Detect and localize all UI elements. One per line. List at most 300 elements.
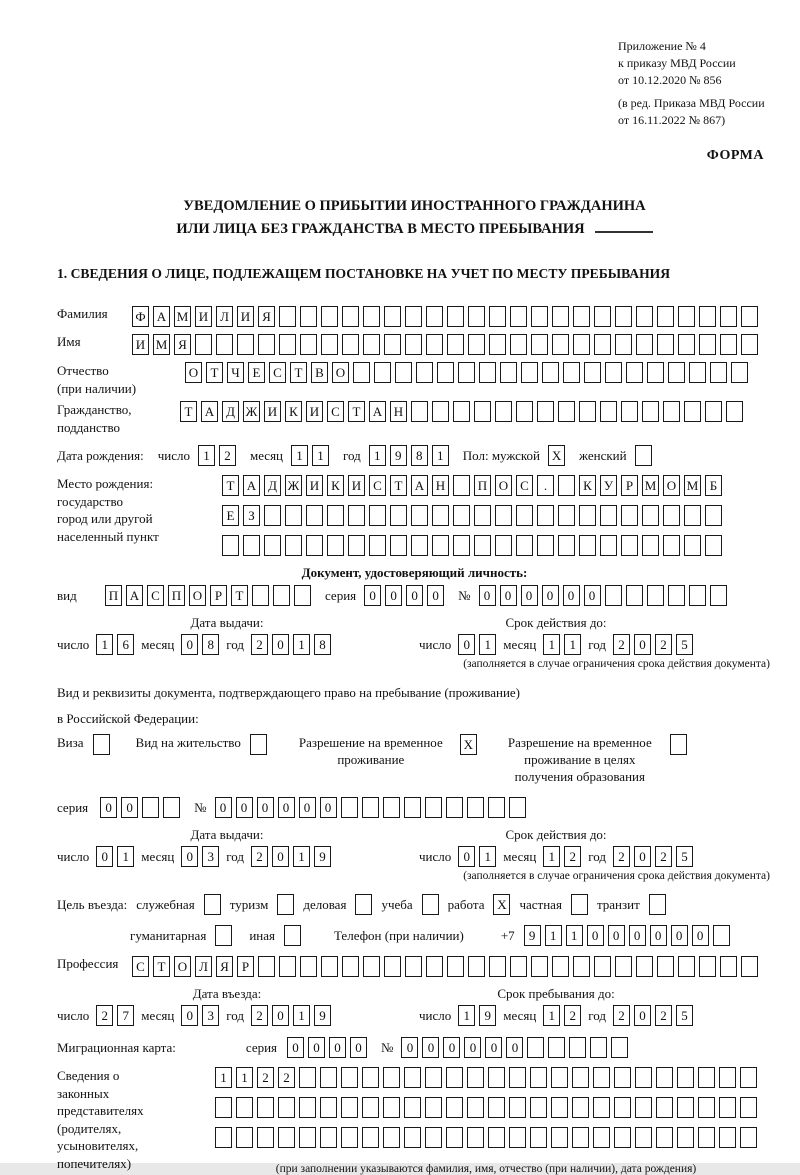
char-cell[interactable] (741, 334, 758, 355)
char-cell[interactable]: О (495, 475, 512, 496)
char-cell[interactable] (222, 535, 239, 556)
given-name-field[interactable] (132, 334, 758, 355)
char-cell[interactable]: 8 (202, 634, 219, 655)
char-cell[interactable]: С (269, 362, 286, 383)
citizenship-field[interactable] (180, 401, 743, 422)
char-cell[interactable]: Н (390, 401, 407, 422)
char-cell[interactable] (594, 334, 611, 355)
char-cell[interactable] (411, 505, 428, 526)
char-cell[interactable] (731, 362, 748, 383)
char-cell[interactable] (509, 797, 526, 818)
char-cell[interactable] (404, 1067, 421, 1088)
char-cell[interactable] (93, 734, 110, 755)
char-cell[interactable] (710, 585, 727, 606)
char-cell[interactable] (395, 362, 412, 383)
char-cell[interactable] (551, 1097, 568, 1118)
doc-issue-year[interactable] (251, 634, 331, 655)
char-cell[interactable] (584, 362, 601, 383)
char-cell[interactable]: И (348, 475, 365, 496)
mc-number-field[interactable] (401, 1037, 628, 1058)
char-cell[interactable]: 0 (406, 585, 423, 606)
char-cell[interactable]: 2 (613, 634, 630, 655)
char-cell[interactable] (321, 334, 338, 355)
char-cell[interactable] (521, 362, 538, 383)
char-cell[interactable] (489, 334, 506, 355)
char-cell[interactable] (320, 1067, 337, 1088)
char-cell[interactable] (437, 362, 454, 383)
char-cell[interactable] (327, 535, 344, 556)
char-cell[interactable]: 0 (521, 585, 538, 606)
char-cell[interactable]: 1 (543, 846, 560, 867)
char-cell[interactable] (341, 1097, 358, 1118)
char-cell[interactable] (294, 585, 311, 606)
char-cell[interactable] (678, 334, 695, 355)
char-cell[interactable] (527, 1037, 544, 1058)
char-cell[interactable]: И (132, 334, 149, 355)
char-cell[interactable]: 7 (117, 1005, 134, 1026)
char-cell[interactable] (698, 1127, 715, 1148)
char-cell[interactable]: 1 (543, 634, 560, 655)
char-cell[interactable]: П (474, 475, 491, 496)
char-cell[interactable]: К (327, 475, 344, 496)
char-cell[interactable]: 2 (96, 1005, 113, 1026)
char-cell[interactable]: 0 (443, 1037, 460, 1058)
char-cell[interactable]: 0 (506, 1037, 523, 1058)
char-cell[interactable] (689, 585, 706, 606)
char-cell[interactable]: 1 (432, 445, 449, 466)
char-cell[interactable] (279, 306, 296, 327)
char-cell[interactable]: А (369, 401, 386, 422)
char-cell[interactable] (558, 505, 575, 526)
char-cell[interactable] (277, 894, 294, 915)
char-cell[interactable] (363, 306, 380, 327)
char-cell[interactable]: И (237, 306, 254, 327)
res-issue-year[interactable] (251, 846, 331, 867)
char-cell[interactable]: 1 (117, 846, 134, 867)
char-cell[interactable]: 0 (422, 1037, 439, 1058)
char-cell[interactable]: Т (222, 475, 239, 496)
purpose-business-checkbox[interactable] (355, 894, 372, 915)
char-cell[interactable]: О (189, 585, 206, 606)
char-cell[interactable] (678, 306, 695, 327)
char-cell[interactable]: 1 (545, 925, 562, 946)
char-cell[interactable] (600, 535, 617, 556)
char-cell[interactable] (284, 925, 301, 946)
char-cell[interactable] (405, 956, 422, 977)
char-cell[interactable]: 1 (291, 445, 308, 466)
char-cell[interactable] (215, 1097, 232, 1118)
char-cell[interactable] (531, 334, 548, 355)
char-cell[interactable]: 1 (312, 445, 329, 466)
char-cell[interactable] (273, 585, 290, 606)
char-cell[interactable]: 0 (181, 846, 198, 867)
char-cell[interactable]: 1 (479, 634, 496, 655)
char-cell[interactable] (425, 797, 442, 818)
char-cell[interactable]: X (493, 894, 510, 915)
char-cell[interactable] (236, 1127, 253, 1148)
char-cell[interactable] (341, 1127, 358, 1148)
char-cell[interactable]: Ж (243, 401, 260, 422)
char-cell[interactable]: С (369, 475, 386, 496)
doc-issue-day[interactable] (96, 634, 134, 655)
char-cell[interactable] (635, 445, 652, 466)
char-cell[interactable] (552, 956, 569, 977)
char-cell[interactable] (390, 535, 407, 556)
char-cell[interactable] (425, 1097, 442, 1118)
char-cell[interactable] (573, 334, 590, 355)
purpose-transit-checkbox[interactable] (649, 894, 666, 915)
char-cell[interactable] (348, 535, 365, 556)
char-cell[interactable] (458, 362, 475, 383)
char-cell[interactable] (369, 535, 386, 556)
char-cell[interactable]: Р (621, 475, 638, 496)
char-cell[interactable] (516, 535, 533, 556)
char-cell[interactable] (642, 535, 659, 556)
char-cell[interactable] (516, 401, 533, 422)
stay-month[interactable] (543, 1005, 581, 1026)
char-cell[interactable] (663, 401, 680, 422)
char-cell[interactable]: 1 (369, 445, 386, 466)
doc-series-field[interactable] (364, 585, 444, 606)
char-cell[interactable] (668, 585, 685, 606)
char-cell[interactable]: 1 (566, 925, 583, 946)
char-cell[interactable]: 0 (385, 585, 402, 606)
char-cell[interactable] (258, 956, 275, 977)
char-cell[interactable] (572, 1127, 589, 1148)
residence-permit-checkbox[interactable] (250, 734, 267, 755)
birth-year-field[interactable] (369, 445, 449, 466)
char-cell[interactable]: П (168, 585, 185, 606)
char-cell[interactable] (468, 306, 485, 327)
char-cell[interactable] (342, 306, 359, 327)
char-cell[interactable]: 6 (117, 634, 134, 655)
char-cell[interactable] (488, 1067, 505, 1088)
char-cell[interactable] (621, 535, 638, 556)
char-cell[interactable] (684, 535, 701, 556)
char-cell[interactable]: 0 (272, 1005, 289, 1026)
char-cell[interactable] (531, 956, 548, 977)
char-cell[interactable] (699, 956, 716, 977)
char-cell[interactable]: 0 (121, 797, 138, 818)
char-cell[interactable]: 0 (181, 1005, 198, 1026)
phone-field[interactable] (524, 925, 730, 946)
birth-place-row1[interactable] (222, 475, 722, 496)
char-cell[interactable] (257, 1127, 274, 1148)
char-cell[interactable] (531, 306, 548, 327)
entry-day[interactable] (96, 1005, 134, 1026)
char-cell[interactable] (600, 401, 617, 422)
char-cell[interactable] (467, 1127, 484, 1148)
char-cell[interactable]: М (174, 306, 191, 327)
char-cell[interactable]: 2 (278, 1067, 295, 1088)
char-cell[interactable]: 0 (479, 585, 496, 606)
char-cell[interactable] (216, 334, 233, 355)
char-cell[interactable] (656, 1127, 673, 1148)
char-cell[interactable] (405, 334, 422, 355)
char-cell[interactable] (306, 535, 323, 556)
char-cell[interactable] (495, 535, 512, 556)
char-cell[interactable] (422, 894, 439, 915)
char-cell[interactable]: 0 (671, 925, 688, 946)
char-cell[interactable] (467, 797, 484, 818)
char-cell[interactable] (447, 956, 464, 977)
char-cell[interactable] (626, 585, 643, 606)
char-cell[interactable]: 2 (564, 1005, 581, 1026)
char-cell[interactable] (279, 334, 296, 355)
char-cell[interactable]: 0 (650, 925, 667, 946)
char-cell[interactable]: Е (248, 362, 265, 383)
char-cell[interactable] (250, 734, 267, 755)
char-cell[interactable]: 2 (257, 1067, 274, 1088)
doc-expiry-month[interactable] (543, 634, 581, 655)
char-cell[interactable]: 0 (634, 846, 651, 867)
char-cell[interactable]: 0 (485, 1037, 502, 1058)
char-cell[interactable]: 1 (293, 846, 310, 867)
char-cell[interactable] (446, 1097, 463, 1118)
char-cell[interactable]: М (642, 475, 659, 496)
char-cell[interactable] (327, 505, 344, 526)
char-cell[interactable]: 0 (500, 585, 517, 606)
char-cell[interactable] (142, 797, 159, 818)
char-cell[interactable]: 0 (401, 1037, 418, 1058)
char-cell[interactable] (404, 797, 421, 818)
char-cell[interactable] (342, 956, 359, 977)
char-cell[interactable] (446, 1067, 463, 1088)
char-cell[interactable]: 8 (411, 445, 428, 466)
char-cell[interactable] (285, 535, 302, 556)
char-cell[interactable] (426, 306, 443, 327)
purpose-official-checkbox[interactable] (204, 894, 221, 915)
res-expiry-month[interactable] (543, 846, 581, 867)
char-cell[interactable]: Е (222, 505, 239, 526)
patronymic-field[interactable] (185, 362, 748, 383)
char-cell[interactable] (705, 535, 722, 556)
char-cell[interactable] (425, 1067, 442, 1088)
res-number-field[interactable] (215, 797, 526, 818)
doc-issue-month[interactable] (181, 634, 219, 655)
char-cell[interactable] (705, 401, 722, 422)
char-cell[interactable] (404, 1127, 421, 1148)
char-cell[interactable] (572, 1097, 589, 1118)
char-cell[interactable] (678, 956, 695, 977)
char-cell[interactable] (432, 535, 449, 556)
char-cell[interactable] (488, 797, 505, 818)
char-cell[interactable] (635, 1127, 652, 1148)
res-expiry-day[interactable] (458, 846, 496, 867)
char-cell[interactable] (698, 1067, 715, 1088)
char-cell[interactable]: Ф (132, 306, 149, 327)
char-cell[interactable] (720, 956, 737, 977)
char-cell[interactable] (551, 1127, 568, 1148)
char-cell[interactable]: 1 (564, 634, 581, 655)
char-cell[interactable]: 0 (629, 925, 646, 946)
char-cell[interactable] (656, 1097, 673, 1118)
char-cell[interactable]: Р (210, 585, 227, 606)
surname-field[interactable] (132, 306, 758, 327)
representatives-row3[interactable] (215, 1127, 757, 1148)
char-cell[interactable] (611, 1037, 628, 1058)
char-cell[interactable]: 9 (479, 1005, 496, 1026)
char-cell[interactable] (383, 797, 400, 818)
char-cell[interactable]: 2 (613, 1005, 630, 1026)
stay-day[interactable] (458, 1005, 496, 1026)
char-cell[interactable] (446, 1127, 463, 1148)
char-cell[interactable] (500, 362, 517, 383)
char-cell[interactable] (236, 1097, 253, 1118)
char-cell[interactable] (411, 535, 428, 556)
char-cell[interactable]: 2 (251, 634, 268, 655)
char-cell[interactable] (719, 1127, 736, 1148)
char-cell[interactable]: П (105, 585, 122, 606)
res-issue-month[interactable] (181, 846, 219, 867)
char-cell[interactable]: 0 (96, 846, 113, 867)
char-cell[interactable] (614, 1127, 631, 1148)
char-cell[interactable]: К (579, 475, 596, 496)
char-cell[interactable] (530, 1097, 547, 1118)
char-cell[interactable]: 2 (564, 846, 581, 867)
char-cell[interactable] (355, 894, 372, 915)
sex-male-checkbox[interactable] (548, 445, 565, 466)
char-cell[interactable]: X (460, 734, 477, 755)
mc-series-field[interactable] (287, 1037, 367, 1058)
char-cell[interactable]: С (516, 475, 533, 496)
char-cell[interactable] (552, 306, 569, 327)
char-cell[interactable]: 0 (320, 797, 337, 818)
char-cell[interactable] (390, 505, 407, 526)
char-cell[interactable] (710, 362, 727, 383)
char-cell[interactable]: 1 (293, 634, 310, 655)
char-cell[interactable]: 5 (676, 1005, 693, 1026)
char-cell[interactable] (278, 1097, 295, 1118)
char-cell[interactable] (573, 306, 590, 327)
char-cell[interactable] (510, 334, 527, 355)
purpose-private-checkbox[interactable] (571, 894, 588, 915)
char-cell[interactable] (411, 401, 428, 422)
char-cell[interactable] (563, 362, 580, 383)
char-cell[interactable] (740, 1097, 757, 1118)
char-cell[interactable] (636, 334, 653, 355)
char-cell[interactable] (369, 505, 386, 526)
char-cell[interactable]: С (132, 956, 149, 977)
char-cell[interactable]: 0 (236, 797, 253, 818)
char-cell[interactable]: И (306, 401, 323, 422)
char-cell[interactable] (635, 1067, 652, 1088)
entry-month[interactable] (181, 1005, 219, 1026)
char-cell[interactable] (626, 362, 643, 383)
char-cell[interactable] (363, 956, 380, 977)
char-cell[interactable]: 0 (287, 1037, 304, 1058)
char-cell[interactable] (432, 401, 449, 422)
char-cell[interactable] (579, 505, 596, 526)
char-cell[interactable]: В (311, 362, 328, 383)
char-cell[interactable]: 0 (692, 925, 709, 946)
char-cell[interactable] (635, 1097, 652, 1118)
char-cell[interactable]: Я (258, 306, 275, 327)
char-cell[interactable]: 2 (655, 846, 672, 867)
char-cell[interactable] (479, 362, 496, 383)
char-cell[interactable] (299, 1067, 316, 1088)
char-cell[interactable] (264, 505, 281, 526)
char-cell[interactable] (698, 1097, 715, 1118)
char-cell[interactable]: Д (222, 401, 239, 422)
char-cell[interactable] (264, 535, 281, 556)
char-cell[interactable]: Б (705, 475, 722, 496)
char-cell[interactable] (656, 1067, 673, 1088)
char-cell[interactable] (636, 306, 653, 327)
char-cell[interactable] (495, 401, 512, 422)
char-cell[interactable] (537, 401, 554, 422)
char-cell[interactable]: С (147, 585, 164, 606)
char-cell[interactable]: Т (153, 956, 170, 977)
res-issue-day[interactable] (96, 846, 134, 867)
char-cell[interactable] (341, 1067, 358, 1088)
representatives-row2[interactable] (215, 1097, 757, 1118)
char-cell[interactable]: 0 (278, 797, 295, 818)
char-cell[interactable] (615, 334, 632, 355)
char-cell[interactable]: 0 (181, 634, 198, 655)
entry-year[interactable] (251, 1005, 331, 1026)
char-cell[interactable] (615, 306, 632, 327)
char-cell[interactable] (699, 334, 716, 355)
char-cell[interactable] (552, 334, 569, 355)
char-cell[interactable] (299, 1097, 316, 1118)
char-cell[interactable] (719, 1067, 736, 1088)
char-cell[interactable]: 5 (676, 634, 693, 655)
char-cell[interactable] (677, 1097, 694, 1118)
char-cell[interactable] (614, 1067, 631, 1088)
char-cell[interactable] (341, 797, 358, 818)
char-cell[interactable] (600, 505, 617, 526)
char-cell[interactable]: 2 (655, 1005, 672, 1026)
char-cell[interactable] (195, 334, 212, 355)
char-cell[interactable]: М (684, 475, 701, 496)
char-cell[interactable] (719, 1097, 736, 1118)
char-cell[interactable] (362, 797, 379, 818)
char-cell[interactable]: С (327, 401, 344, 422)
char-cell[interactable] (572, 1067, 589, 1088)
char-cell[interactable]: 5 (676, 846, 693, 867)
char-cell[interactable] (684, 401, 701, 422)
doc-number-field[interactable] (479, 585, 727, 606)
char-cell[interactable]: З (243, 505, 260, 526)
char-cell[interactable] (657, 334, 674, 355)
char-cell[interactable] (488, 1127, 505, 1148)
char-cell[interactable]: И (306, 475, 323, 496)
char-cell[interactable] (384, 334, 401, 355)
char-cell[interactable] (510, 956, 527, 977)
char-cell[interactable] (726, 401, 743, 422)
char-cell[interactable] (720, 334, 737, 355)
char-cell[interactable]: X (548, 445, 565, 466)
char-cell[interactable]: А (153, 306, 170, 327)
char-cell[interactable]: 2 (613, 846, 630, 867)
char-cell[interactable] (453, 475, 470, 496)
char-cell[interactable]: 0 (272, 846, 289, 867)
char-cell[interactable] (594, 956, 611, 977)
char-cell[interactable] (647, 585, 664, 606)
char-cell[interactable]: Н (432, 475, 449, 496)
char-cell[interactable] (542, 362, 559, 383)
char-cell[interactable] (699, 306, 716, 327)
char-cell[interactable] (741, 306, 758, 327)
char-cell[interactable] (467, 1097, 484, 1118)
char-cell[interactable]: 0 (458, 634, 475, 655)
char-cell[interactable] (285, 505, 302, 526)
char-cell[interactable] (426, 334, 443, 355)
char-cell[interactable] (663, 505, 680, 526)
char-cell[interactable]: Т (290, 362, 307, 383)
char-cell[interactable] (489, 306, 506, 327)
